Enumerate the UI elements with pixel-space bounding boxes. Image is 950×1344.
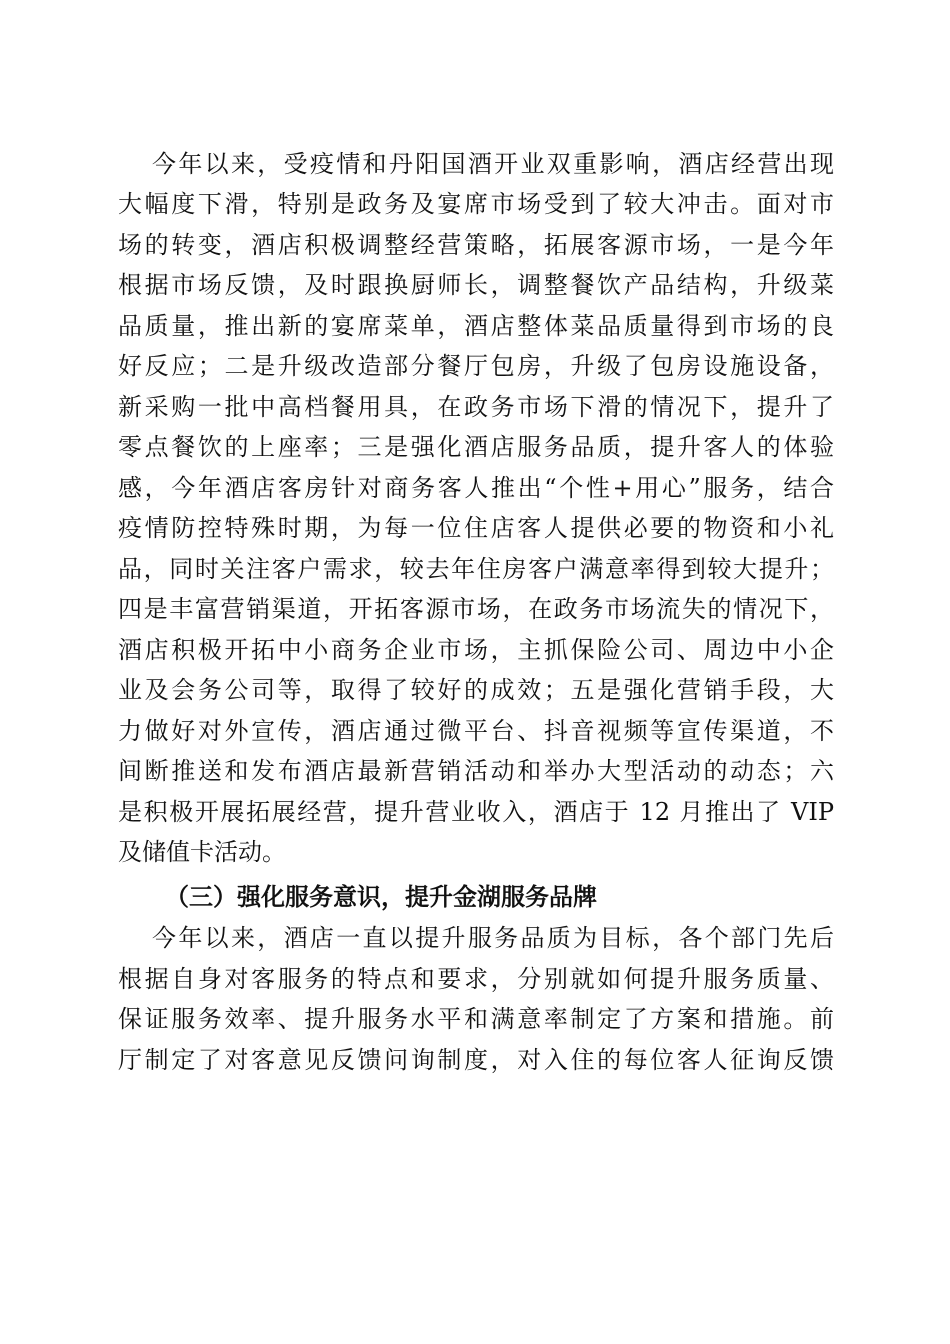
paragraph-1-line-8: 零点餐饮的上座率；三是强化酒店服务品质，提升客人的体验 (118, 433, 834, 461)
paragraph-1-line-12: 四是丰富营销渠道，开拓客源市场，在政务市场流失的情况下， (118, 595, 834, 623)
paragraph-1-line-2: 大幅度下滑，特别是政务及宴席市场受到了较大冲击。面对市 (118, 190, 834, 218)
paragraph-1-line-3: 场的转变，酒店积极调整经营策略，拓展客源市场，一是今年 (118, 231, 834, 259)
paragraph-1-line-10: 疫情防控特殊时期，为每一位住店客人提供必要的物资和小礼 (118, 514, 834, 542)
paragraph-1-line-15: 力做好对外宣传，酒店通过微平台、抖音视频等宣传渠道，不 (118, 717, 834, 745)
paragraph-1-line-7: 新采购一批中高档餐用具，在政务市场下滑的情况下，提升了 (118, 393, 834, 421)
paragraph-1-line-4: 根据市场反馈，及时跟换厨师长，调整餐饮产品结构，升级菜 (118, 271, 834, 299)
paragraph-1-line-1: 今年以来，受疫情和丹阳国酒开业双重影响，酒店经营出现 (152, 150, 834, 178)
paragraph-1-line-16: 间断推送和发布酒店最新营销活动和举办大型活动的动态；六 (118, 757, 834, 785)
section-heading: （三）强化服务意识，提升金湖服务品牌 (165, 882, 597, 911)
paragraph-1-line-9: 感，今年酒店客房针对商务客人推出“个性+用心”服务，结合 (118, 474, 834, 502)
paragraph-2-line-1: 今年以来，酒店一直以提升服务品质为目标，各个部门先后 (152, 924, 834, 952)
paragraph-1-line-14: 业及会务公司等，取得了较好的成效；五是强化营销手段，大 (118, 676, 834, 704)
paragraph-1-line-13: 酒店积极开拓中小商务企业市场，主抓保险公司、周边中小企 (118, 636, 834, 664)
paragraph-1-line-18: 及储值卡活动。 (118, 838, 286, 866)
paragraph-1-line-5: 品质量，推出新的宴席菜单，酒店整体菜品质量得到市场的良 (118, 312, 834, 340)
paragraph-2-line-2: 根据自身对客服务的特点和要求，分别就如何提升服务质量、 (118, 965, 834, 993)
paragraph-1-line-17: 是积极开展拓展经营，提升营业收入，酒店于 12 月推出了 VIP (118, 798, 834, 826)
paragraph-2-line-4: 厅制定了对客意见反馈问询制度，对入住的每位客人征询反馈 (118, 1046, 834, 1074)
paragraph-2-line-3: 保证服务效率、提升服务水平和满意率制定了方案和措施。前 (118, 1005, 834, 1033)
paragraph-1-line-6: 好反应；二是升级改造部分餐厅包房，升级了包房设施设备， (118, 352, 834, 380)
paragraph-1-line-11: 品，同时关注客户需求，较去年住房客户满意率得到较大提升； (118, 555, 834, 583)
